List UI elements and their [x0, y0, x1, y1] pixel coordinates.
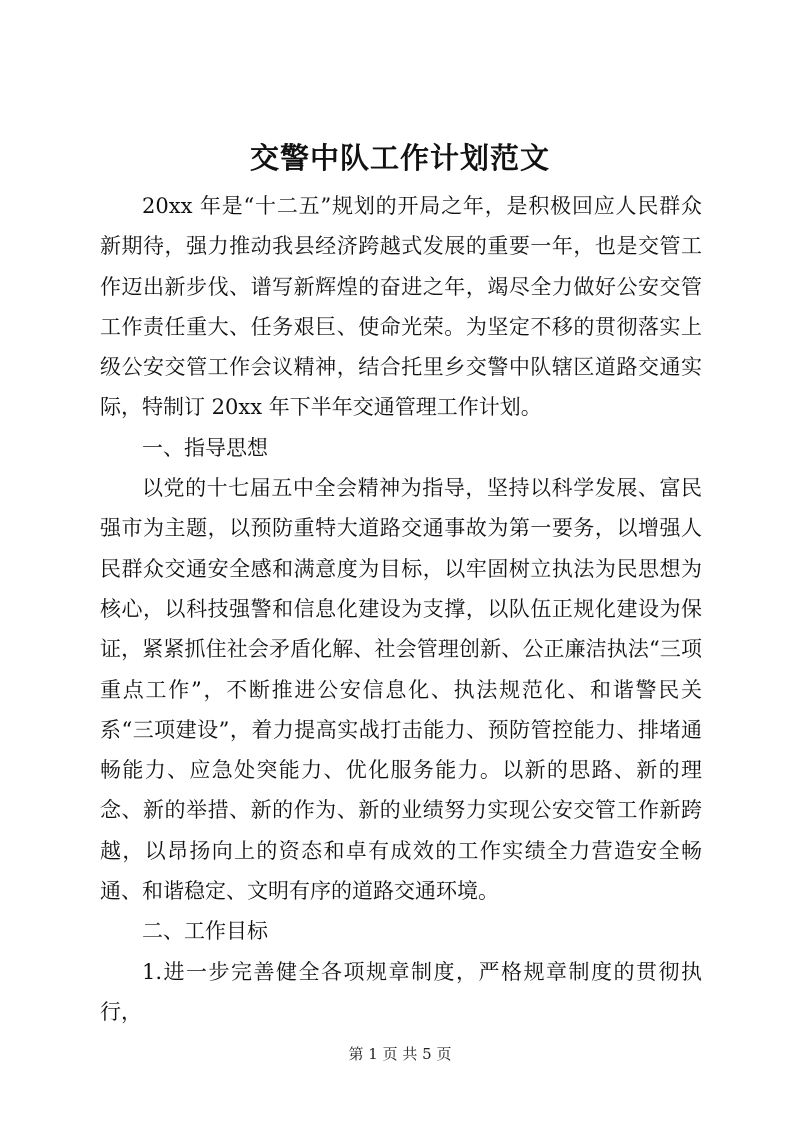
page-footer: 第 1 页 共 5 页: [348, 1045, 452, 1063]
paragraph-intro: 20xx 年是“十二五”规划的开局之年，是积极回应人民群众新期待，强力推动我县经济跨越式发展的重要一年，也是交管工作迈出新步伐、谱写新辉煌的奋进之年，竭尽全力做好公安交管工作责任重大、任务艰巨、使命光荣。为坚定不移的贯彻落实上级公安交管工作会议精神，结合托里乡交警中队辖区道路交通实际，特制订 20xx 年下半年交通管理工作计划。: [100, 194, 702, 420]
document-body: [100, 186, 702, 1032]
paragraph-guiding-thought: 以党的十七届五中全会精神为指导，坚持以科学发展、富民强市为主题，以预防重特大道路交通事故为第一要务，以增强人民群众交通安全感和满意度为目标，以牢固树立执法为民思想为核心，以科技强警和信息化建设为支撑，以队伍正规化建设为保证，紧紧抓住社会矛盾化解、社会管理创新、公正廉洁执法“三项重点工作”，不断推进公安信息化、执法规范化、和谐警民关系“三项建设”，着力提高实战打击能力、预防管控能力、排堵通畅能力、应急处突能力、优化服务能力。以新的思路、新的理念、新的举措、新的作为、新的业绩努力实现公安交管工作新跨越，以昂扬向上的资态和卓有成效的工作实绩全力营造安全畅通、和谐稳定、文明有序的道路交通环境。: [100, 476, 702, 904]
paragraph-goal-1: 1.进一步完善健全各项规章制度，严格规章制度的贯彻执行，: [100, 959, 702, 1024]
document-title: 交警中队工作计划范文: [249, 141, 550, 175]
section-heading-work-goals: 二、工作目标: [142, 919, 268, 944]
section-heading-guiding-thought: 一、指导思想: [142, 435, 268, 460]
